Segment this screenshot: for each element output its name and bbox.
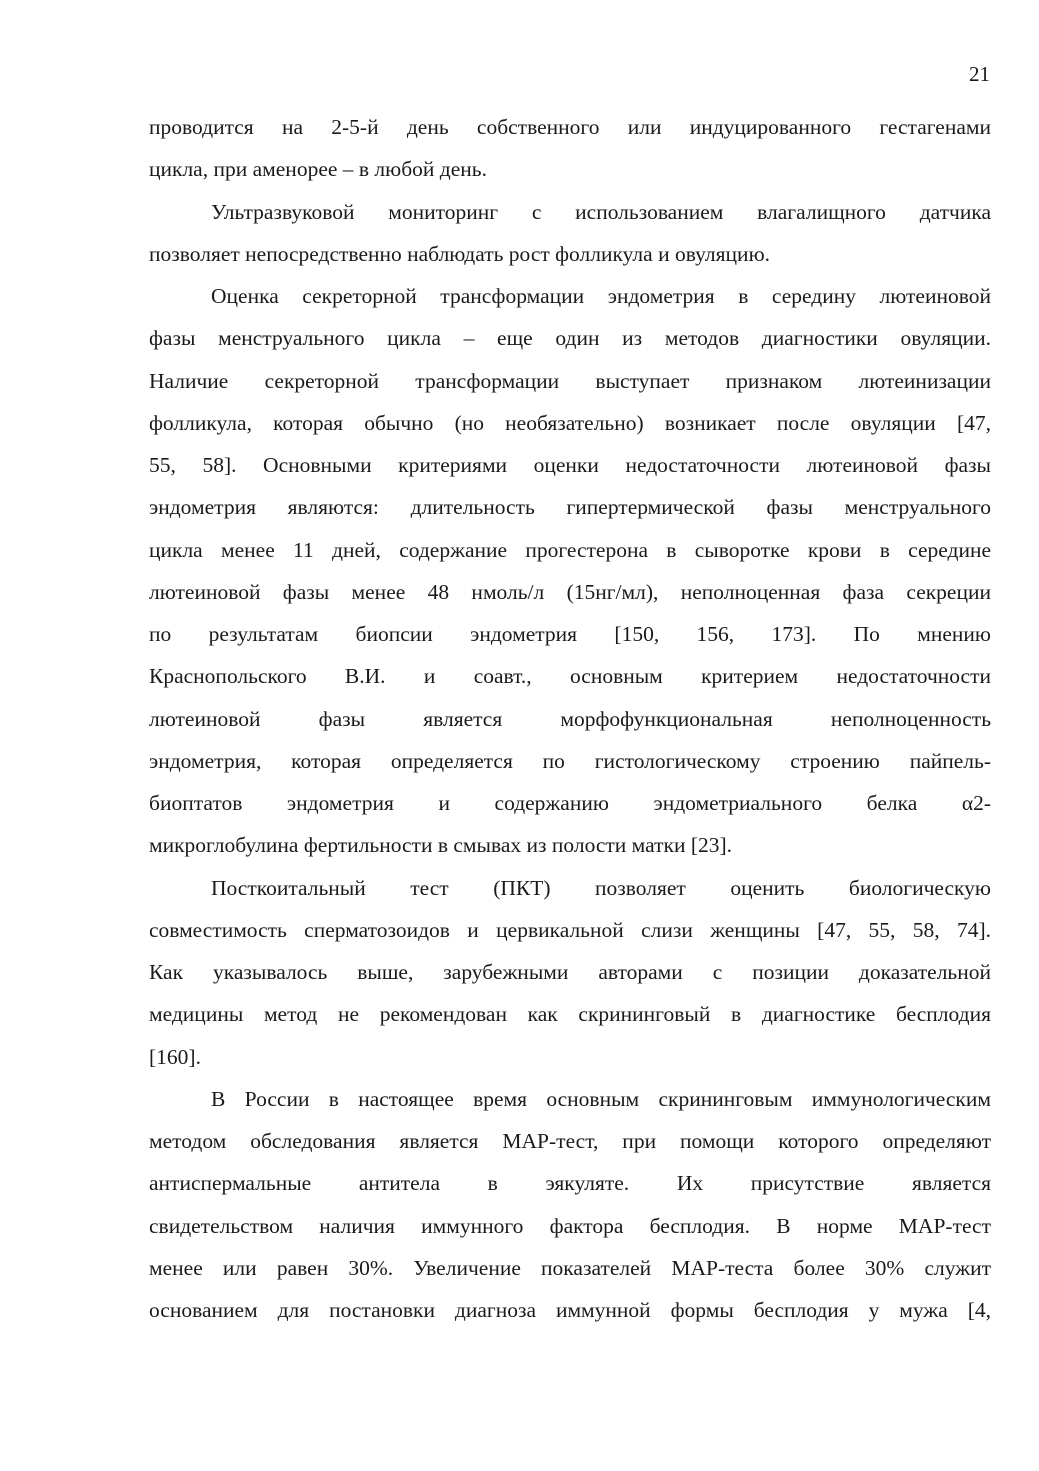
text-line: лютеиновой фазы менее 48 нмоль/л (15нг/мл), неполноценная фаза секреции	[149, 579, 991, 604]
text-line: свидетельством наличия иммунного фактора бесплодия. В норме МАР-тест	[149, 1213, 991, 1238]
text-line: Наличие секреторной трансформации выступает признаком лютеинизации	[149, 368, 991, 393]
text-line: менее или равен 30%. Увеличение показателей МАР-теста более 30% служит	[149, 1255, 991, 1280]
page-number: 21	[969, 62, 990, 86]
text-line: совместимость сперматозоидов и цервикальной слизи женщины [47, 55, 58, 74].	[149, 917, 991, 942]
text-line: Краснопольского В.И. и соавт., основным критерием недостаточности	[149, 664, 991, 689]
text-line: цикла менее 11 дней, содержание прогестерона в сыворотке крови в середине	[149, 537, 991, 562]
body-text	[149, 106, 991, 1331]
text-line: 55, 58]. Основными критериями оценки недостаточности лютеиновой фазы	[149, 453, 991, 477]
text-line: лютеиновой фазы является морфофункциональная неполноценность	[149, 706, 991, 731]
text-line: методом обследования является МАР-тест, при помощи которого определяют	[149, 1129, 991, 1153]
text-line: медицины метод не рекомендован как скрининговый в диагностике бесплодия	[149, 1002, 991, 1027]
text-line: фолликула, которая обычно (но необязательно) возникает после овуляции [47,	[149, 410, 991, 435]
text-line: Ультразвуковой мониторинг с использованием влагалищного датчика	[211, 199, 991, 224]
text-line: проводится на 2-5-й день собственного или индуцированного гестагенами	[149, 115, 991, 139]
text-line: эндометрия являются: длительность гипертермической фазы менструального	[149, 495, 991, 520]
text-line: Как указывалось выше, зарубежными авторами с позиции доказательной	[149, 960, 991, 984]
text-line: антиспермальные антитела в эякуляте. Их присутствие является	[149, 1171, 991, 1196]
text-line: В России в настоящее время основным скрининговым иммунологическим	[211, 1086, 991, 1111]
text-line: по результатам биопсии эндометрия [150, 156, 173]. По мнению	[149, 622, 991, 646]
text-line: биоптатов эндометрия и содержанию эндометриального белка α2-	[149, 791, 991, 815]
text-line: [160].	[149, 1044, 201, 1069]
text-line: эндометрия, которая определяется по гистологическому строению пайпель-	[149, 748, 991, 773]
text-line: фазы менструального цикла – еще один из методов диагностики овуляции.	[149, 326, 991, 351]
text-line: основанием для постановки диагноза иммунной формы бесплодия у мужа [4,	[149, 1298, 991, 1322]
text-line: микроглобулина фертильности в смывах из полости матки [23].	[149, 833, 733, 858]
text-line: Посткоитальный тест (ПКТ) позволяет оценить биологическую	[211, 875, 991, 900]
text-line: позволяет непосредственно наблюдать рост фолликула и овуляцию.	[149, 241, 771, 266]
text-line: Оценка секреторной трансформации эндометрия в середину лютеиновой	[211, 284, 991, 308]
text-line: цикла, при аменорее – в любой день.	[149, 157, 487, 182]
